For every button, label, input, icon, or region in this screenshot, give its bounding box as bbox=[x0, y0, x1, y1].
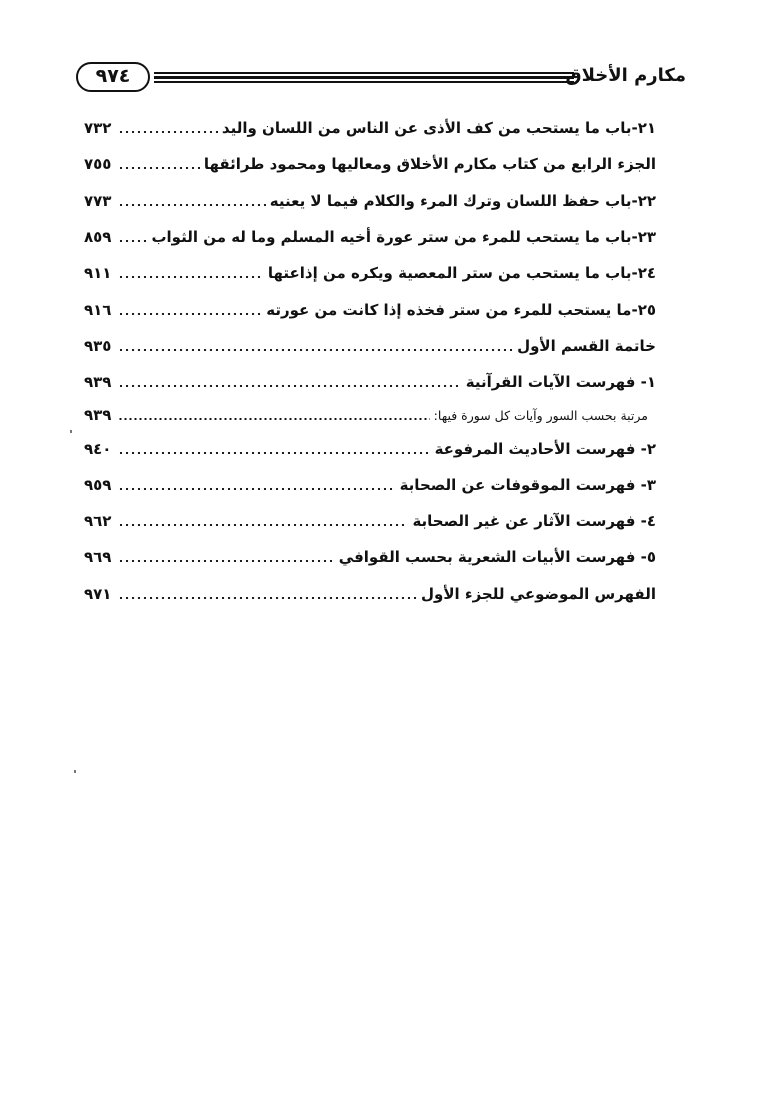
dot-leader bbox=[118, 204, 266, 206]
toc-entry-row bbox=[84, 539, 656, 575]
running-header bbox=[76, 62, 686, 94]
toc-entry-page-number: ٩٧١ bbox=[84, 584, 112, 603]
toc-entry-title: ٣- فهرست الموقوفات عن الصحابة bbox=[399, 475, 656, 494]
dot-leader bbox=[118, 349, 513, 351]
dot-leader bbox=[118, 131, 218, 133]
dot-leader bbox=[118, 418, 430, 420]
toc-entry-page-number: ٩١٦ bbox=[84, 300, 112, 319]
toc-entry-page-number: ٧٥٥ bbox=[84, 155, 112, 174]
toc-entry-row bbox=[84, 328, 656, 364]
toc-entry-row bbox=[84, 467, 656, 503]
toc-entry-page-number: ٩٥٩ bbox=[84, 475, 112, 494]
dot-leader bbox=[118, 276, 264, 278]
toc-entry-row bbox=[84, 146, 656, 182]
toc-entry-page-number: ٩١١ bbox=[84, 264, 112, 283]
toc-entry-row bbox=[84, 255, 656, 291]
toc-entry-page-number: ٧٣٢ bbox=[84, 119, 112, 138]
toc-entry-title: ٢١-باب ما يستحب من كف الأذى عن الناس من اللسان واليد bbox=[221, 119, 656, 138]
dot-leader bbox=[118, 524, 408, 526]
toc-entry-page-number: ٩٣٥ bbox=[84, 336, 112, 355]
toc-entry-page-number: ٩٦٢ bbox=[84, 512, 112, 531]
dot-leader bbox=[118, 167, 200, 169]
dot-leader bbox=[118, 452, 431, 454]
toc-entry-row bbox=[84, 430, 656, 466]
toc-entry-title: ١- فهرست الآيات القرآنية bbox=[465, 373, 656, 392]
toc-entry-row bbox=[84, 364, 656, 400]
toc-entry-row bbox=[84, 110, 656, 146]
toc-entry-page-number: ٩٤٠ bbox=[84, 439, 112, 458]
toc-subnote-row bbox=[84, 400, 656, 430]
dot-leader bbox=[118, 240, 147, 242]
toc-entry-title: ٢٥-ما يستحب للمرء من ستر فخذه إذا كانت من عورته bbox=[266, 300, 656, 319]
dot-leader bbox=[118, 385, 462, 387]
toc-entry-row bbox=[84, 219, 656, 255]
dot-leader bbox=[118, 488, 396, 490]
toc-entry-title: ٢٣-باب ما يستحب للمرء من ستر عورة أخيه المسلم وما له من الثواب bbox=[151, 228, 656, 247]
toc-entry-title: الفهرس الموضوعي للجزء الأول bbox=[421, 584, 656, 603]
scan-speck bbox=[74, 770, 76, 773]
toc-entry-row bbox=[84, 291, 656, 327]
toc-entry-title: ٤- فهرست الآثار عن غير الصحابة bbox=[412, 512, 656, 531]
toc-entry-page-number: ٨٥٩ bbox=[84, 228, 112, 247]
toc-entry-page-number: ٩٣٩ bbox=[84, 406, 112, 425]
header-rule-line bbox=[154, 72, 574, 74]
toc-entry-title: ٢- فهرست الأحاديث المرفوعة bbox=[434, 439, 656, 458]
toc-entry-page-number: ٩٣٩ bbox=[84, 373, 112, 392]
toc-entry-title: مرتبة بحسب السور وآيات كل سورة فيها: bbox=[433, 407, 648, 423]
toc-entry-title: الجزء الرابع من كتاب مكارم الأخلاق ومعاليها ومحمود طرائقها bbox=[203, 155, 656, 174]
toc-entry-title: خاتمة القسم الأول bbox=[517, 336, 656, 355]
page-number-badge: ٩٧٤ bbox=[76, 62, 150, 92]
dot-leader bbox=[118, 313, 262, 315]
dot-leader bbox=[118, 597, 417, 599]
toc-entry-row bbox=[84, 183, 656, 219]
toc-entry-row bbox=[84, 576, 656, 612]
toc-entry-title: ٥- فهرست الأبيات الشعرية بحسب القوافي bbox=[338, 548, 656, 567]
scan-speck bbox=[70, 430, 72, 433]
book-title: مكارم الأخلاق bbox=[565, 65, 686, 86]
toc-entry-page-number: ٧٧٣ bbox=[84, 191, 112, 210]
toc-entry-row bbox=[84, 503, 656, 539]
header-rule-line bbox=[154, 76, 574, 79]
header-rule bbox=[154, 72, 574, 84]
header-rule-line bbox=[154, 81, 574, 83]
table-of-contents bbox=[84, 110, 656, 612]
toc-entry-title: ٢٢-باب حفظ اللسان وترك المرء والكلام فيما لا يعنيه bbox=[269, 191, 656, 210]
toc-entry-page-number: ٩٦٩ bbox=[84, 548, 112, 567]
toc-entry-title: ٢٤-باب ما يستحب من ستر المعصية ويكره من إذاعتها bbox=[267, 264, 656, 283]
dot-leader bbox=[118, 560, 335, 562]
